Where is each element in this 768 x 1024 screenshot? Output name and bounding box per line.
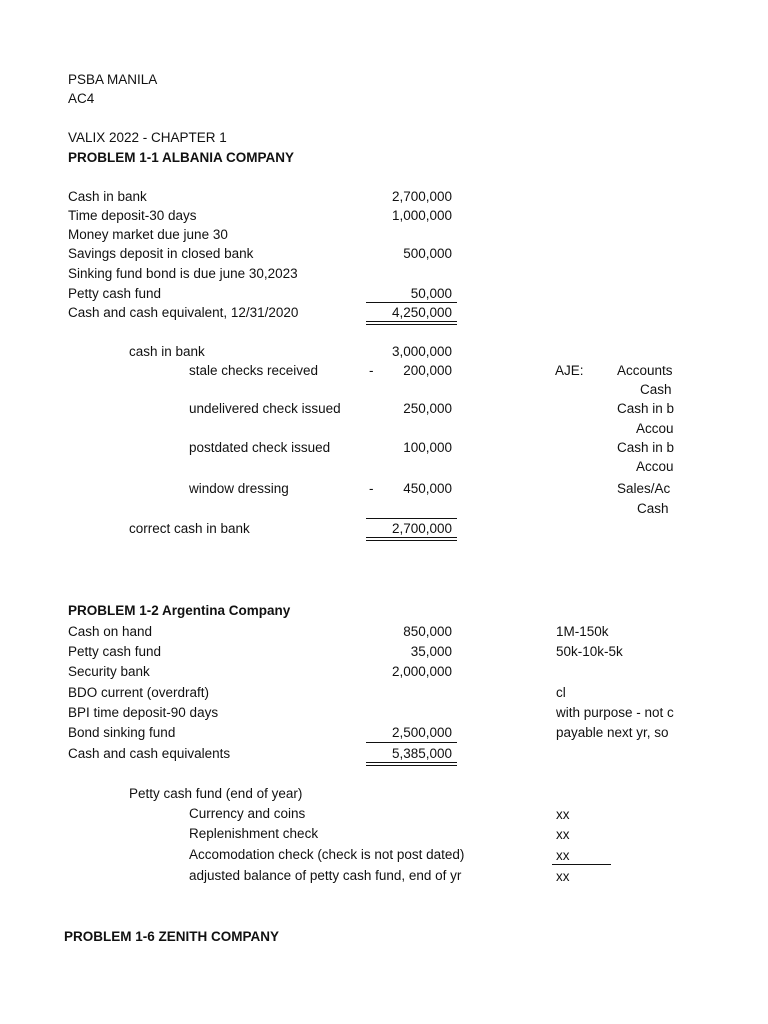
book-chapter: VALIX 2022 - CHAPTER 1 [68, 130, 227, 145]
p1-row-label: Sinking fund bond is due june 30,2023 [68, 266, 298, 281]
recon-item-amount: 100,000 [403, 440, 452, 455]
recon-correct-label: correct cash in bank [129, 521, 250, 536]
p2-row-note: payable next yr, so [556, 725, 669, 740]
subtotal-rule [366, 302, 457, 303]
p2-row-note: with purpose - not c [556, 705, 674, 720]
petty-item-value: xx [556, 869, 570, 884]
aje-line: Cash [640, 382, 672, 397]
p2-total-label: Cash and cash equivalents [68, 746, 231, 761]
petty-heading: Petty cash fund (end of year) [129, 786, 303, 801]
total-double-rule [366, 765, 457, 766]
p1-total-label: Cash and cash equivalent, 12/31/2020 [68, 305, 299, 320]
recon-cash-label: cash in bank [129, 344, 205, 359]
subtotal-rule [366, 518, 457, 519]
aje-label: AJE: [555, 363, 584, 378]
petty-item-label: adjusted balance of petty cash fund, end of yr [189, 868, 462, 883]
p2-row-note: 1M-150k [556, 624, 609, 639]
recon-item-label: postdated check issued [189, 440, 331, 455]
p2-row-amount: 2,500,000 [391, 725, 452, 740]
p1-row-label: Petty cash fund [68, 286, 162, 301]
petty-item-value: xx [556, 848, 570, 863]
p1-total-amount: 4,250,000 [391, 305, 452, 320]
problem-1-2-title: PROBLEM 1-2 Argentina Company [68, 603, 291, 618]
p2-row-label: Security bank [68, 664, 150, 679]
p2-row-label: Petty cash fund [68, 644, 162, 659]
total-double-rule [366, 321, 457, 322]
minus-sign: - [369, 363, 374, 378]
total-double-rule [366, 537, 457, 538]
petty-item-label: Replenishment check [189, 826, 319, 841]
aje-line: Cash [637, 501, 669, 516]
subtotal-rule [366, 742, 457, 743]
recon-item-label: window dressing [189, 481, 289, 496]
p2-row-note: cl [556, 685, 566, 700]
recon-correct-amount: 2,700,000 [391, 521, 452, 536]
recon-cash-amount: 3,000,000 [391, 344, 452, 359]
petty-item-value: xx [556, 807, 570, 822]
recon-item-amount: 250,000 [403, 401, 452, 416]
aje-line: Sales/Ac [617, 481, 671, 496]
p2-row-label: BDO current (overdraft) [68, 685, 210, 700]
aje-line: Accou [636, 421, 674, 436]
petty-item-value: xx [556, 827, 570, 842]
recon-item-amount: 450,000 [403, 481, 452, 496]
school-name: PSBA MANILA [68, 72, 158, 87]
aje-line: Cash in b [617, 440, 674, 455]
course-code: AC4 [68, 91, 95, 106]
p2-row-label: Bond sinking fund [68, 725, 176, 740]
aje-line: Accou [636, 459, 674, 474]
recon-item-label: stale checks received [189, 363, 319, 378]
p1-row-label: Money market due june 30 [68, 227, 228, 242]
p1-row-label: Savings deposit in closed bank [68, 246, 254, 261]
p1-row-amount: 1,000,000 [391, 208, 452, 223]
problem-1-1-title: PROBLEM 1-1 ALBANIA COMPANY [68, 150, 295, 165]
recon-item-amount: 200,000 [403, 363, 452, 378]
petty-item-label: Currency and coins [189, 806, 306, 821]
p2-row-amount: 2,000,000 [391, 664, 452, 679]
p2-row-label: Cash on hand [68, 624, 153, 639]
subtotal-rule [552, 864, 611, 865]
recon-item-label: undelivered check issued [189, 401, 341, 416]
p1-row-amount: 2,700,000 [391, 189, 452, 204]
problem-1-6-title: PROBLEM 1-6 ZENITH COMPANY [64, 929, 280, 944]
aje-line: Accounts [617, 363, 673, 378]
p1-row-amount: 50,000 [410, 286, 452, 301]
p2-total-amount: 5,385,000 [391, 746, 452, 761]
p1-row-label: Time deposit-30 days [68, 208, 197, 223]
p2-row-amount: 35,000 [410, 644, 452, 659]
petty-item-label: Accomodation check (check is not post dated) [189, 847, 465, 862]
p2-row-note: 50k-10k-5k [556, 644, 623, 659]
p2-row-label: BPI time deposit-90 days [68, 705, 219, 720]
p1-row-amount: 500,000 [403, 246, 452, 261]
aje-line: Cash in b [617, 401, 674, 416]
minus-sign: - [369, 481, 374, 496]
total-double-rule [366, 540, 457, 541]
total-double-rule [366, 762, 457, 763]
p2-row-amount: 850,000 [403, 624, 452, 639]
p1-row-label: Cash in bank [68, 189, 147, 204]
total-double-rule [366, 324, 457, 325]
